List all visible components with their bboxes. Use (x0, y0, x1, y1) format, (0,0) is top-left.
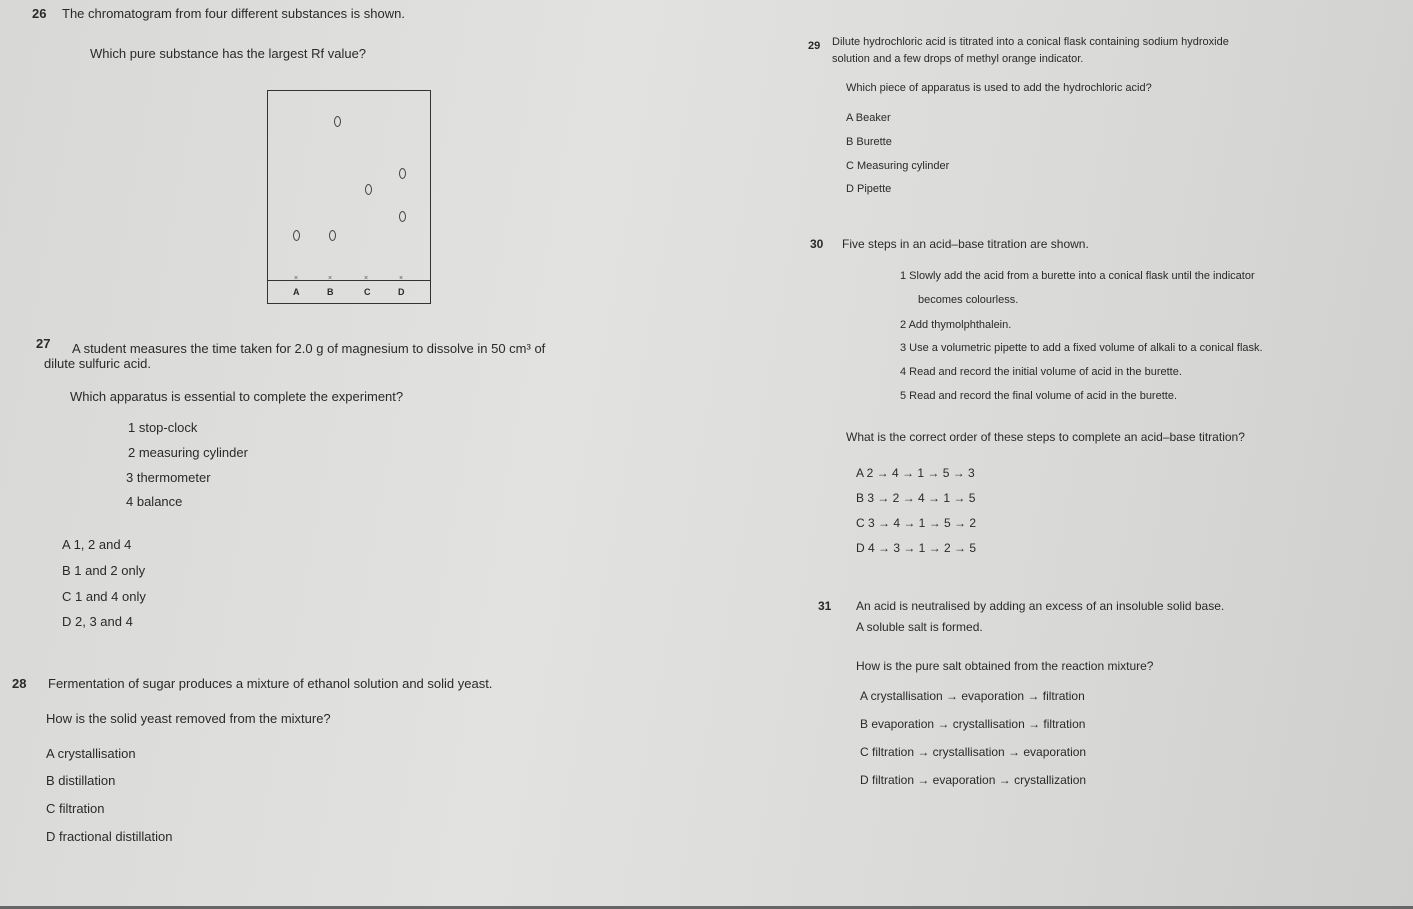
q30-step: 1 Slowly add the acid from a burette into a conical flask until the indicator (900, 270, 1255, 282)
q26-number: 26 (32, 6, 47, 21)
q31-option-c[interactable]: C filtration → crystallisation → evaporation (860, 745, 1087, 759)
spot-a (293, 230, 300, 241)
q27-option-b[interactable]: B 1 and 2 only (62, 563, 146, 578)
q30-step: 5 Read and record the final volume of acid in the burette. (900, 390, 1178, 402)
q27-option-c[interactable]: C 1 and 4 only (62, 589, 146, 604)
q29-number: 29 (808, 40, 821, 52)
q27-item: 3 thermometer (126, 470, 211, 485)
q30-option-d[interactable]: D 4 → 3 → 1 → 2 → 5 (856, 541, 977, 555)
q30-question: What is the correct order of these steps to complete an acid–base titration? (846, 430, 1245, 444)
q29-question: Which piece of apparatus is used to add the hydrochloric acid? (846, 82, 1152, 94)
q31-option-a[interactable]: A crystallisation → evaporation → filtration (860, 689, 1085, 703)
q29-option-c[interactable]: C Measuring cylinder (846, 160, 950, 172)
q26-stem: The chromatogram from four different substances is shown. (62, 6, 405, 21)
lane-label-d: D (398, 287, 405, 297)
spot-d-mid (399, 211, 406, 222)
q30-step: 2 Add thymolphthalein. (900, 319, 1012, 331)
q28-option-c[interactable]: C filtration (46, 801, 105, 816)
q31-stem-1: An acid is neutralised by adding an excess of an insoluble solid base. (856, 599, 1225, 613)
q31-option-d[interactable]: D filtration → evaporation → crystallization (860, 773, 1087, 787)
spot-d-top (399, 168, 406, 179)
q27-option-d[interactable]: D 2, 3 and 4 (62, 614, 133, 629)
q31-number: 31 (818, 599, 832, 613)
q30-stem: Five steps in an acid–base titration are shown. (842, 237, 1089, 251)
q28-stem: Fermentation of sugar produces a mixture of ethanol solution and solid yeast. (48, 676, 493, 691)
q29-option-d[interactable]: D Pipette (846, 183, 892, 195)
q31-option-b[interactable]: B evaporation → crystallisation → filtration (860, 717, 1086, 731)
q30-option-a[interactable]: A 2 → 4 → 1 → 5 → 3 (856, 466, 975, 480)
spot-b-top (334, 116, 341, 127)
q27-question: Which apparatus is essential to complete the experiment? (70, 389, 404, 404)
q30-option-c[interactable]: C 3 → 4 → 1 → 5 → 2 (856, 516, 977, 530)
q29-option-a[interactable]: A Beaker (846, 112, 891, 124)
baseline (267, 280, 431, 281)
q30-step-cont: becomes colourless. (918, 294, 1019, 306)
q30-option-b[interactable]: B 3 → 2 → 4 → 1 → 5 (856, 491, 976, 505)
q28-option-d[interactable]: D fractional distillation (46, 829, 173, 844)
lane-label-a: A (293, 287, 300, 297)
q28-option-a[interactable]: A crystallisation (46, 746, 136, 761)
q31-stem-2: A soluble salt is formed. (856, 620, 983, 634)
q29-stem-2: solution and a few drops of methyl orange indicator. (832, 53, 1084, 65)
q27-item: 1 stop-clock (128, 420, 198, 435)
q29-option-b[interactable]: B Burette (846, 136, 892, 148)
spot-c (365, 184, 372, 195)
q28-option-b[interactable]: B distillation (46, 773, 116, 788)
q30-number: 30 (810, 237, 824, 251)
q28-number: 28 (12, 676, 27, 691)
q27-option-a[interactable]: A 1, 2 and 4 (62, 537, 132, 552)
chromatogram: × × × × A B C D (267, 90, 431, 304)
lane-label-c: C (364, 287, 371, 297)
q27-item: 4 balance (126, 494, 183, 509)
q28-question: How is the solid yeast removed from the mixture? (46, 711, 331, 726)
q27-item: 2 measuring cylinder (128, 445, 248, 460)
q29-stem-1: Dilute hydrochloric acid is titrated into a conical flask containing sodium hydroxide (832, 36, 1229, 48)
spot-b-low (329, 230, 336, 241)
q26-question: Which pure substance has the largest Rf value? (90, 46, 367, 61)
q27-number: 27 (36, 336, 51, 351)
lane-label-b: B (327, 287, 334, 297)
q30-step: 4 Read and record the initial volume of acid in the burette. (900, 366, 1182, 378)
q30-step: 3 Use a volumetric pipette to add a fixed volume of alkali to a conical flask. (900, 342, 1263, 354)
q27-stem-2: dilute sulfuric acid. (44, 356, 151, 371)
q31-question: How is the pure salt obtained from the reaction mixture? (856, 659, 1154, 673)
q27-stem-1: A student measures the time taken for 2.0 g of magnesium to dissolve in 50 cm³ of (72, 341, 546, 356)
